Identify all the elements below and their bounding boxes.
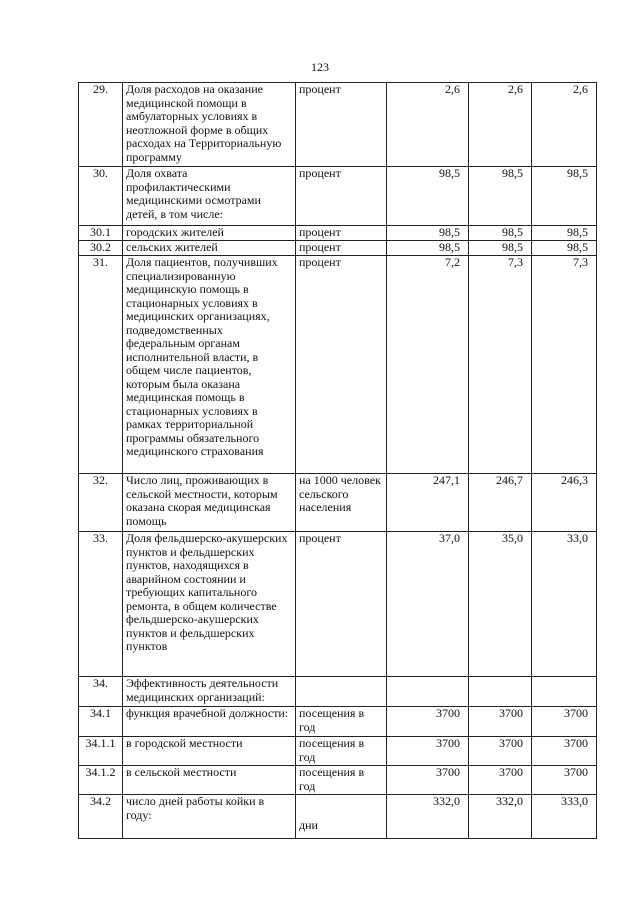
indicator-name: сельских жителей bbox=[123, 241, 296, 256]
value-year-1: 7,2 bbox=[387, 256, 469, 474]
indicator-name: Доля фельдшерско-акушерских пунктов и фельдшерских пунктов, находящихся в аварийном состоянии и требующих капитального ремонта, в общем количестве фельдшерско-акушерских пунктов и фельдшерских пунктов bbox=[123, 532, 296, 677]
value-year-1: 98,5 bbox=[387, 226, 469, 241]
indicator-name: в городской местности bbox=[123, 737, 296, 766]
unit-cell: процент bbox=[296, 226, 387, 241]
unit-cell: посещения в год bbox=[296, 766, 387, 795]
value-year-3: 333,0 bbox=[532, 795, 597, 839]
table-row bbox=[79, 256, 597, 474]
value-year-3: 98,5 bbox=[532, 241, 597, 256]
value-year-3: 2,6 bbox=[532, 83, 597, 167]
table-row bbox=[79, 83, 597, 167]
indicator-name: Число лиц, проживающих в сельской местности, которым оказана скорая медицинская помощь bbox=[123, 474, 296, 532]
value-year-2: 7,3 bbox=[469, 256, 532, 474]
indicator-name: число дней работы койки в году: bbox=[123, 795, 296, 839]
table-row bbox=[79, 766, 597, 795]
value-year-2: 98,5 bbox=[469, 241, 532, 256]
row-number: 29. bbox=[79, 83, 123, 167]
table-row bbox=[79, 474, 597, 532]
value-year-3: 7,3 bbox=[532, 256, 597, 474]
table-row bbox=[79, 677, 597, 707]
value-year-3: 98,5 bbox=[532, 226, 597, 241]
unit-text: дни bbox=[299, 818, 318, 832]
value-year-1: 37,0 bbox=[387, 532, 469, 677]
page-number: 123 bbox=[311, 60, 329, 74]
row-number: 34.2 bbox=[79, 795, 123, 839]
value-year-1: 247,1 bbox=[387, 474, 469, 532]
indicator-name: Доля пациентов, получивших специализированную медицинскую помощь в стационарных условиях в медицинских организациях, подведомственных федеральным органам исполнительной власти, в общем числе пациентов, которым была оказана медицинская помощь в стационарных условиях в рамках территориальной программы обязательного медицинского страхования bbox=[123, 256, 296, 474]
table-row bbox=[79, 241, 597, 256]
value-year-2: 332,0 bbox=[469, 795, 532, 839]
row-number: 33. bbox=[79, 532, 123, 677]
value-year-2: 98,5 bbox=[469, 226, 532, 241]
unit-cell: посещения в год bbox=[296, 737, 387, 766]
unit-cell bbox=[296, 677, 387, 707]
value-year-2: 35,0 bbox=[469, 532, 532, 677]
indicator-name: Доля расходов на оказание медицинской помощи в амбулаторных условиях в неотложной форме в общих расходах на Территориальную программу bbox=[123, 83, 296, 167]
value-year-2: 3700 bbox=[469, 766, 532, 795]
unit-cell: процент bbox=[296, 167, 387, 226]
row-number: 30.2 bbox=[79, 241, 123, 256]
unit-cell: процент bbox=[296, 83, 387, 167]
indicator-name: в сельской местности bbox=[123, 766, 296, 795]
value-year-3 bbox=[532, 677, 597, 707]
row-number: 30.1 bbox=[79, 226, 123, 241]
value-year-3: 3700 bbox=[532, 737, 597, 766]
unit-cell: на 1000 человек сельского населения bbox=[296, 474, 387, 532]
indicator-name: Эффективность деятельности медицинских организаций: bbox=[123, 677, 296, 707]
table-row bbox=[79, 795, 597, 839]
value-year-2: 246,7 bbox=[469, 474, 532, 532]
value-year-1: 3700 bbox=[387, 707, 469, 737]
row-number: 34.1 bbox=[79, 707, 123, 737]
unit-cell: процент bbox=[296, 256, 387, 474]
table-row bbox=[79, 532, 597, 677]
table-row bbox=[79, 707, 597, 737]
indicator-name: функция врачебной должности: bbox=[123, 707, 296, 737]
unit-cell: процент bbox=[296, 241, 387, 256]
row-number: 32. bbox=[79, 474, 123, 532]
unit-cell: процент bbox=[296, 532, 387, 677]
row-number: 30. bbox=[79, 167, 123, 226]
value-year-3: 3700 bbox=[532, 766, 597, 795]
value-year-2: 2,6 bbox=[469, 83, 532, 167]
value-year-1: 98,5 bbox=[387, 167, 469, 226]
value-year-2: 98,5 bbox=[469, 167, 532, 226]
value-year-3: 33,0 bbox=[532, 532, 597, 677]
row-number: 34.1.2 bbox=[79, 766, 123, 795]
indicator-name: городских жителей bbox=[123, 226, 296, 241]
value-year-1: 98,5 bbox=[387, 241, 469, 256]
row-number: 34. bbox=[79, 677, 123, 707]
value-year-2: 3700 bbox=[469, 707, 532, 737]
row-number: 31. bbox=[79, 256, 123, 474]
table-row bbox=[79, 737, 597, 766]
value-year-1 bbox=[387, 677, 469, 707]
value-year-2 bbox=[469, 677, 532, 707]
value-year-1: 3700 bbox=[387, 737, 469, 766]
value-year-3: 98,5 bbox=[532, 167, 597, 226]
value-year-1: 332,0 bbox=[387, 795, 469, 839]
table-row bbox=[79, 226, 597, 241]
value-year-1: 3700 bbox=[387, 766, 469, 795]
table-row bbox=[79, 167, 597, 226]
value-year-1: 2,6 bbox=[387, 83, 469, 167]
indicators-table bbox=[78, 82, 597, 839]
row-number: 34.1.1 bbox=[79, 737, 123, 766]
value-year-2: 3700 bbox=[469, 737, 532, 766]
value-year-3: 246,3 bbox=[532, 474, 597, 532]
value-year-3: 3700 bbox=[532, 707, 597, 737]
unit-cell bbox=[296, 795, 387, 839]
indicator-name: Доля охвата профилактическими медицинскими осмотрами детей, в том числе: bbox=[123, 167, 296, 226]
unit-cell: посещения в год bbox=[296, 707, 387, 737]
